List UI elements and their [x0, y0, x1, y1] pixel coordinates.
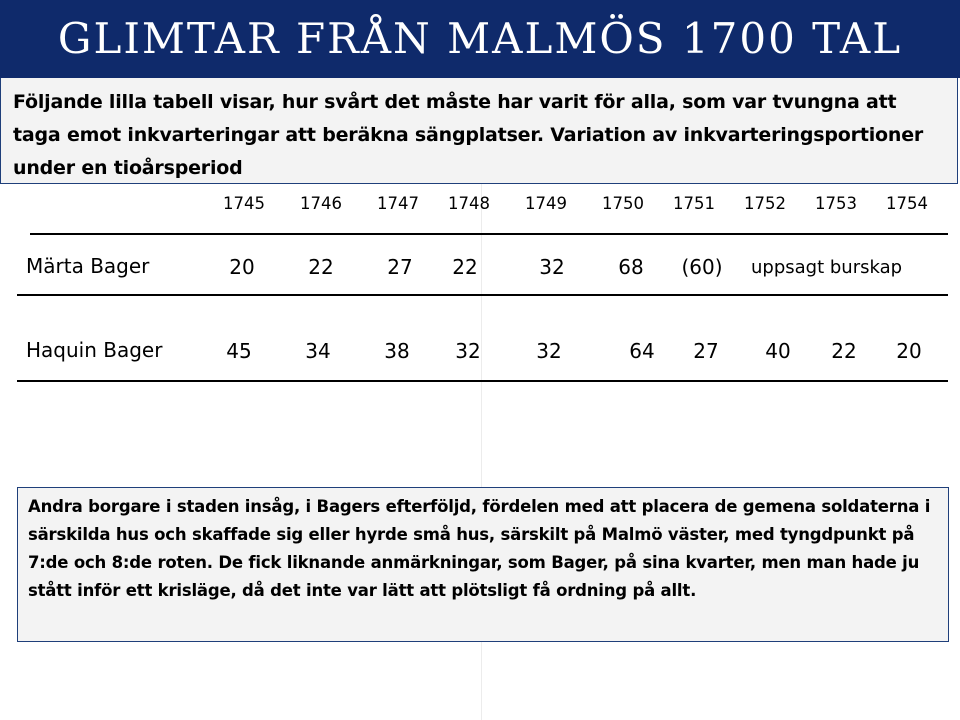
row-label-marta: Märta Bager [26, 254, 150, 278]
closing-box [17, 487, 949, 642]
table-cell: 40 [765, 339, 791, 363]
table-cell: 20 [229, 255, 255, 279]
closing-text: Andra borgare i staden insåg, i Bagers efterföljd, fördelen med att placera de gemena soldaterna i särskilda hus och skaffade sig eller hyrde små hus, särskilt på Malmö väster, med tyngdpunkt på 7:de och 8:de roten. De fick liknande anmärkningar, som Bager, på sina kvarter, men man hade ju stått inför ett krisläge, då det inte var lätt att plötsligt få ordning på allt. [28, 497, 931, 600]
intro-text: Följande lilla tabell visar, hur svårt det måste har varit för alla, som var tvungna att taga emot inkvarteringar att beräkna sängplatser. Variation av inkvarteringsportioner under en tioårsperiod [13, 91, 924, 179]
table-cell: 27 [387, 255, 413, 279]
table-cell: 27 [693, 339, 719, 363]
table-cell: (60) [681, 255, 723, 279]
table-cell: 64 [629, 339, 655, 363]
row-label-haquin: Haquin Bager [26, 338, 163, 362]
year-header: 1748 [448, 194, 490, 213]
table-cell: 38 [384, 339, 410, 363]
year-header: 1749 [525, 194, 567, 213]
table-cell: 32 [455, 339, 481, 363]
table-cell: 20 [896, 339, 922, 363]
table-cell: 68 [618, 255, 644, 279]
table-cell: 34 [305, 339, 331, 363]
table-rule [17, 294, 948, 296]
table-cell: 32 [539, 255, 565, 279]
year-header: 1751 [673, 194, 715, 213]
row-note: uppsagt burskap [751, 257, 903, 278]
table-rule [30, 233, 948, 235]
year-header: 1754 [886, 194, 928, 213]
table-cell: 22 [831, 339, 857, 363]
table-cell: 22 [452, 255, 478, 279]
year-header: 1747 [377, 194, 419, 213]
year-header: 1745 [223, 194, 265, 213]
year-header: 1753 [815, 194, 857, 213]
page-title: GLIMTAR FRÅN MALMÖS 1700 TAL [57, 14, 903, 63]
table-cell: 22 [308, 255, 334, 279]
table-rule [17, 380, 948, 382]
year-header: 1746 [300, 194, 342, 213]
year-header: 1752 [744, 194, 786, 213]
table-cell: 45 [226, 339, 252, 363]
intro-box [0, 78, 958, 184]
year-header: 1750 [602, 194, 644, 213]
table-cell: 32 [536, 339, 562, 363]
